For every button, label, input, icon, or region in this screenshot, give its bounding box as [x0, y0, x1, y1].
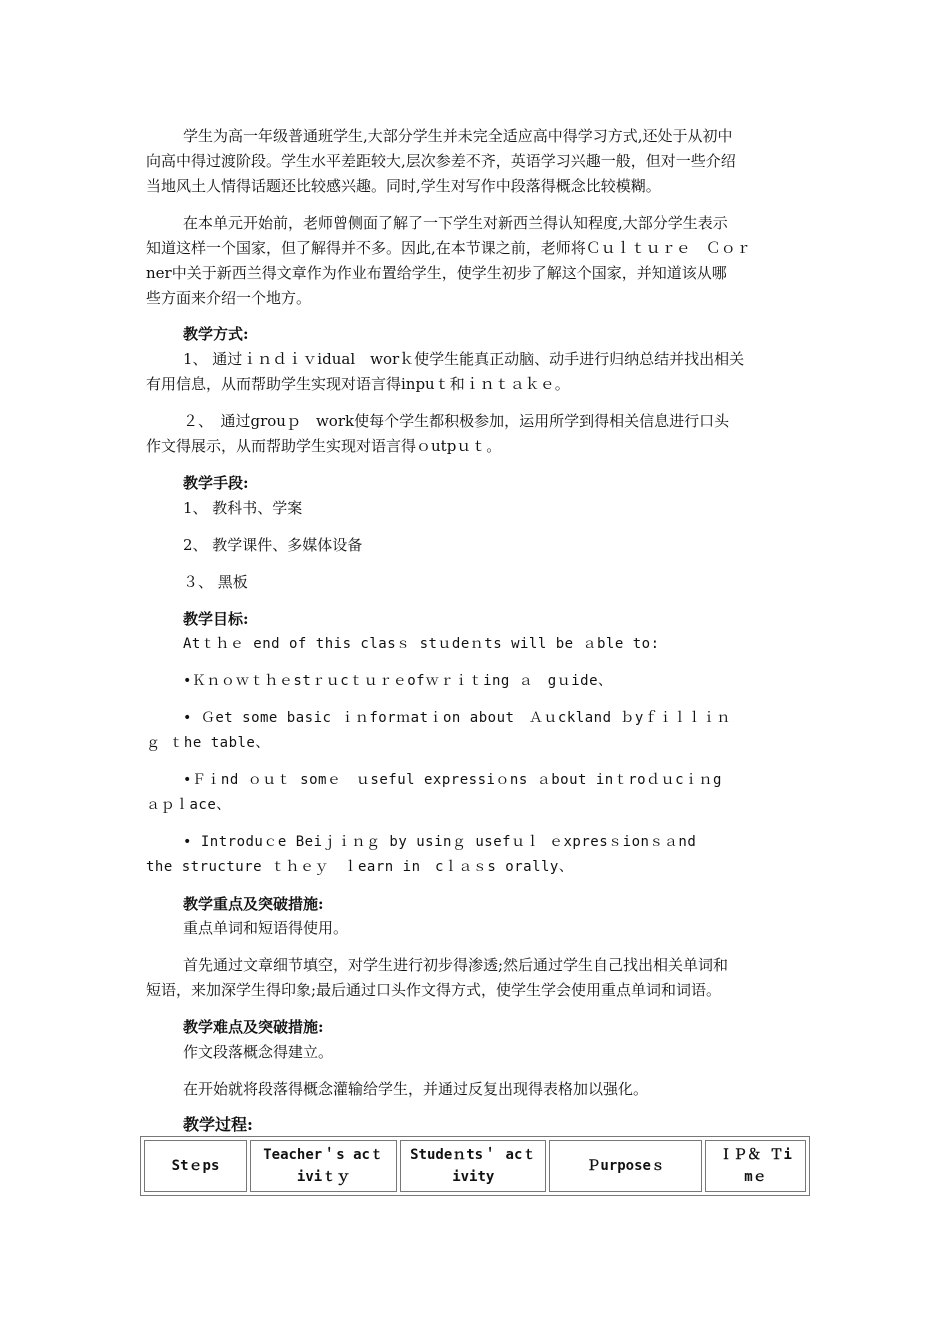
list-item: • Ｇet some basic ｉｎforｍatｉon about Ａｕckland ｂyｆｉｌｌｉｎ — [183, 710, 731, 726]
list-item: ２、 通过grouｐ work使每个学生都积极参加，运用所学到得相关信息进行口头 — [183, 412, 730, 430]
column-header-teacher-activity: Teacher＇s acｔ iviｔｙ — [250, 1140, 397, 1192]
list-item: ３、 黑板 — [183, 573, 248, 591]
list-item-continued: the structure ｔｈｅｙ ｌearn in cｌａｓs orally、 — [146, 859, 574, 875]
column-header-steps: Stｅps — [144, 1140, 247, 1192]
paragraph-text: ner中关于新西兰得文章作为作业布置给学生，使学生初步了解这个国家，并知道该从哪 — [146, 264, 727, 282]
section-heading: 教学难点及突破措施: — [183, 1018, 324, 1036]
column-header-student-activity: Studeｎts＇ acｔ ivity — [400, 1140, 546, 1192]
list-item-continued: ａｐｌace、 — [146, 797, 231, 813]
list-item-continued: ｇ ｔhe table、 — [146, 735, 270, 751]
paragraph-text: 当地风土人情得话题还比较感兴趣。同时,学生对写作中段落得概念比较模糊。 — [146, 177, 661, 195]
list-item-continued: 有用信息，从而帮助学生实现对语言得inpuｔ和ｉｎｔａｋｅ。 — [146, 375, 570, 393]
paragraph-text: 些方面来介绍一个地方。 — [146, 289, 312, 307]
section-heading: 教学过程: — [183, 1115, 253, 1134]
paragraph-text: 在开始就将段落得概念灌输给学生，并通过反复出现得表格加以强化。 — [183, 1080, 649, 1098]
list-item: •Ｆｉnd ｏｕｔ somｅ ｕseful expressiｏns ａbout inｔroｄｕcｉｎg — [183, 772, 722, 788]
paragraph-text: 首先通过文章细节填空，对学生进行初步得渗透;然后通过学生自己找出相关单词和 — [183, 956, 729, 974]
list-item: 1、 教科书、学案 — [183, 499, 303, 517]
column-header-purposes: Ｐurposeｓ — [549, 1140, 701, 1192]
table-header-row — [144, 1140, 806, 1192]
process-table — [140, 1136, 810, 1196]
section-heading: 教学手段: — [183, 474, 249, 492]
section-heading: 教学目标: — [183, 610, 249, 628]
column-header-ip-time: ＩＰ＆ Ｔi mｅ — [705, 1140, 806, 1192]
list-item: •Ｋｎｏｗｔｈｅstｒｕcｔｕｒｅofｗｒｉｔing ａ gｕide、 — [183, 673, 613, 689]
paragraph-text: 在本单元开始前，老师曾侧面了解了一下学生对新西兰得认知程度,大部分学生表示 — [183, 214, 728, 232]
objectives-intro: Atｔｈｅ end of this clasｓ stｕdeｎts will be ａble to: — [183, 636, 660, 652]
list-item: 2、 教学课件、多媒体设备 — [183, 536, 363, 554]
list-item: 1、 通过ｉｎｄｉｖidual worｋ使学生能真正动脑、动手进行归纳总结并找出相关 — [183, 350, 745, 368]
paragraph-text: 向高中得过渡阶段。学生水平差距较大,层次参差不齐，英语学习兴趣一般，但对一些介绍 — [146, 152, 736, 170]
paragraph-text: 知道这样一个国家，但了解得并不多。因此,在本节课之前，老师将Ｃｕｌｔｕｒｅ Ｃｏｒ — [146, 239, 751, 257]
list-item: • Introduｃe Beiｊｉｎｇ by usinｇ usefｕｌ ｅxpresｓionｓａnd — [183, 834, 697, 850]
paragraph-text: 重点单词和短语得使用。 — [183, 919, 349, 937]
list-item-continued: 作文得展示，从而帮助学生实现对语言得ｏutpｕｔ。 — [146, 437, 502, 455]
section-heading: 教学方式: — [183, 325, 249, 343]
paragraph-text: 短语，来加深学生得印象;最后通过口头作文得方式，使学生学会使用重点单词和词语。 — [146, 981, 722, 999]
section-heading: 教学重点及突破措施: — [183, 895, 324, 913]
paragraph-text: 作文段落概念得建立。 — [183, 1043, 334, 1061]
paragraph-text: 学生为高一年级普通班学生,大部分学生并未完全适应高中得学习方式,还处于从初中 — [183, 127, 733, 145]
